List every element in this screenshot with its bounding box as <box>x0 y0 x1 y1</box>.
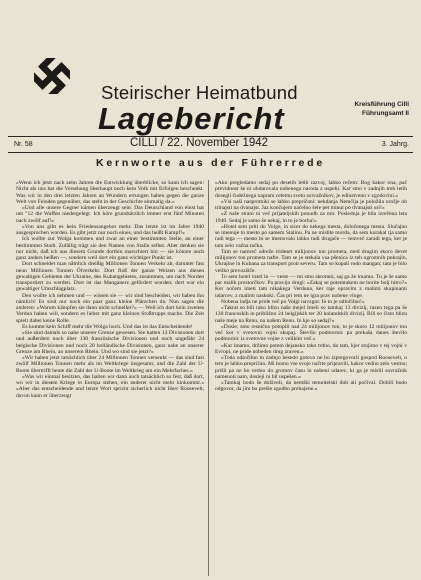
slovene-paragraph: »Ako pregledamo sedaj po desetih letih razvoj, lahko rečem: Bog kakor ona, pač previdnost še ni obdarovala nobenega naroda z uspehi. Kar smo v zadnjih treh letih dosegli čudežnega napram celemu svetu sovražnikov, je edinstveno v zgodovini.« <box>215 180 407 199</box>
column-divider <box>208 180 209 576</box>
heimatbund-emblem-icon <box>34 58 70 94</box>
issue-year: 3. Jahrg. <box>381 141 409 148</box>
german-paragraph: Dort schneidet man nämlich dreißig Millionen Tonnen Verkehr ab, darunter fast neun Millionen Tonnen Ölverkehr. Dort floß der ganze Weizen aus diesen gewaltigen Gebieten der Ukraine, des Kubangebietes, zusammen, um nach Norden transportiert zu werden. Dort ist das Manganerz gefördert worden; dort war ein gewaltiger Umschlagplatz. <box>16 261 204 293</box>
slovene-paragraph: »Tamkaj bodo še doživeli, da nemški temnitelski duh ali počival. Dobili bodo odgovor, da jim bo prešle zgodbo prehajene.« <box>215 380 407 393</box>
german-paragraph: »Sie sind damals so nahe unserer Grenze gewesen. Sie hatten 13 Divisionen dort und außerdem noch über 130 französische Divisionen und noch ungefähr 24 belgische Divisionen und noch 20 holländische Divisionen, ganz nahe an unserer Grenze am Rhein, an unserem Rhein. Und wo sind sie jetzt?« <box>16 330 204 355</box>
slovene-paragraph: »Dosle; smo resnično potopili nad 24 milijonov ton, to je skoro 12 milijonov ton več kot v svetovni vojni skupaj. Število podmornic pa prekaša danes število podmornic iz svetovne vojne z velikim več.« <box>215 323 407 343</box>
issuing-office-line-1: Kreisführung Cilli <box>354 101 409 108</box>
issue-number: Nr. 58 <box>14 141 33 148</box>
masthead-rule-bottom <box>8 152 413 153</box>
german-paragraph: »Von uns gibt es kein Friedensangebot mehr. Das letzte ist im Jahre 1940 ausgesprochen worden. Es gibt jetzt nur noch eines, und das heißt Kampf!« <box>16 223 204 236</box>
issuing-office-line-2: Führungsamt II <box>362 109 409 117</box>
german-paragraph: »Wir haben jetzt tatsächlich über 24 Millionen Tonnen versenkt — das sind fast zwölf Millionen Tonnen mehr als im Weltkriege insgesamt, und die Zahl der U-Boote übertrifft heute die Zahl der U-Boote im Weltkrieg um ein Mehrfaches.« <box>16 355 204 374</box>
german-text-column <box>16 180 204 399</box>
german-paragraph: Den wollte ich nehmen und — wissen sie — wir sind bescheiden, wir haben ihn nämlich! Es sind nur noch ein paar ganz kleine Plätzchen da. Nun sagen die anderen: »Warum kämpfen sie dann nicht schneller?« — Weil ich dort kein zweites Verdun haben will, sondern es lieber mit ganz kleinen Stoßtrupps mache. Die Zeit spielt dabei keine Rolle. <box>16 292 204 324</box>
slovene-paragraph: Nobena ladja ne pride več po Volgi navzgor. In to je odločilno!« <box>221 298 365 305</box>
slovene-paragraph: »Takrat so bili tako blizu naše mejel Imeli so tamkaj 13 divizij, razen tega pa še 130 francoskih in približno 24 belgijskih ter 20 holandskih divizij. Bili so čisto blizu naše meje na Renu, na našem Renu. In kje so sedaj?« <box>215 305 407 324</box>
masthead-title: Lagebericht <box>98 101 285 136</box>
slovene-paragraph: Tam se namreč odreže trideset milijonov ton prometa, med drugim skoro devet milijonov ton prometa nafte. Tam se je stekala vsa pšenica iz teh ogromnih pokrajin, Ukrajine in Kubana za transport proti severu. Tam so kopali rudo mangan; tam je bilo veliko prevozišče. <box>215 248 407 274</box>
slovene-paragraph: To sem hotel vzeti in — veste — mi smo skromni, saj ga že imamo. Tu je še samo par malih prostorčkov. Pa pravijo drugi: »Zakaj se potemtakem ne borite bolj hitro?« Ker nočem imeti tam nikakega Verduna, ker raje opravim z malimi skupinami udarcev, z malimi naskoki. Čas pri tem ne igra prav nobene vloge. <box>215 273 407 299</box>
german-paragraph: Es kommt kein Schiff mehr die Wolga hoch. Und das ist das Entscheidende! <box>22 323 193 330</box>
issue-date: CILLI / 22. November 1942 <box>130 137 269 149</box>
headline: Kernworte aus der Führerrede <box>96 157 325 169</box>
organization-name: Steirischer Heimatbund <box>101 82 298 103</box>
issuing-office <box>354 101 409 118</box>
german-paragraph: Ich wollte zur Wolga kommen und zwar an einer bestimmten Stelle, an einer bestimmten Stadt. Zufällig trägt sie den Namen von Stalin selbst. Aber denken sie nur nicht, daß ich aus diesem Grunde dorthin marschiert bin — sie könnte auch ganz anders heißen —, sondern weil dort ein ganz wichtiger Punkt ist. <box>16 236 204 261</box>
german-paragraph: »Und alle unsere Gegner kämen überzeugt sein: Das Deutschland von einst hat um "12 die Waffen niedergelegt. Ich höre grundsätzlich immer erst fünf Minuten nach zwölf auf!« <box>16 205 204 224</box>
slovene-paragraph: »Toda odločilno in zadnjo besedo gotovo ne bo izpregovoril gospod Roosevelt, o tem je lahko prepričan. Mi bomo vse svoje načrte pripravili, kakor vedno zelo vestno; prišli pa ne bo vedno do gromov času in nobeni udarec, ki ga je mislil sovražnik namenoti nam, dosleji ni bil uspešen.« <box>215 355 407 380</box>
slovene-paragraph: »Vsi naši nasprotniki se lahko prepričani: nekdanja Nemčija je položila orožje ob trinajsti na dvanajst. Jaz končujem načelno šele pet minut po dvanajsti uri!« <box>215 198 407 211</box>
german-paragraph: »Wenn ich jetzt nach zehn Jahren die Entwicklung überblicke, so kann ich sagen: Nicht als uns hat die Vorsehung überhaupt noch kein Volk mit Erfolgen beschenkt. Was wir in den drei letzten Jahren an Wundern errungen haben gegen die ganze Welt von Feinden gegenüber, das steht in der Geschichte einmalig da.« <box>16 180 204 205</box>
slovene-text-column <box>215 180 407 393</box>
slovene-paragraph: »Kar imamo, držimo potem dejansko tako trdno, da tam, kjer stojimo v tej vojni v Evropi, ne pride nobeden drug zraven.« <box>215 342 407 355</box>
german-paragraph: »Was wir einmal besitzen, das halten wir dann auch tatsächlich so fest, daß dort, wo wir in diesem Kriege in Europa stehen, ein anderer nicht mehr hinkommt.« »Aber das entscheidende und letzte Wort spricht sicherlich nicht Herr Roosevelt, davon kann er überzeugt <box>16 373 204 399</box>
slovene-paragraph: »Z naše strani ni več prijateljskih ponudb za mir. Poslednja je bila izrečena leta 1940. Sedaj je samo še nekaj, in to je borba!« <box>215 211 407 224</box>
slovene-paragraph: »Hotel sem priti do Volge, in sicer do nekega mesta, določenega mesta. Slučajno se imenuje to mesto po samem Stalinu. Pa ne mislite morda, da sem korakal tja samo radi tega — mesto bi se imenovalo lahko tudi drugače — temveč zaradi tega, ker je tam zelo važna točka. <box>215 223 407 249</box>
